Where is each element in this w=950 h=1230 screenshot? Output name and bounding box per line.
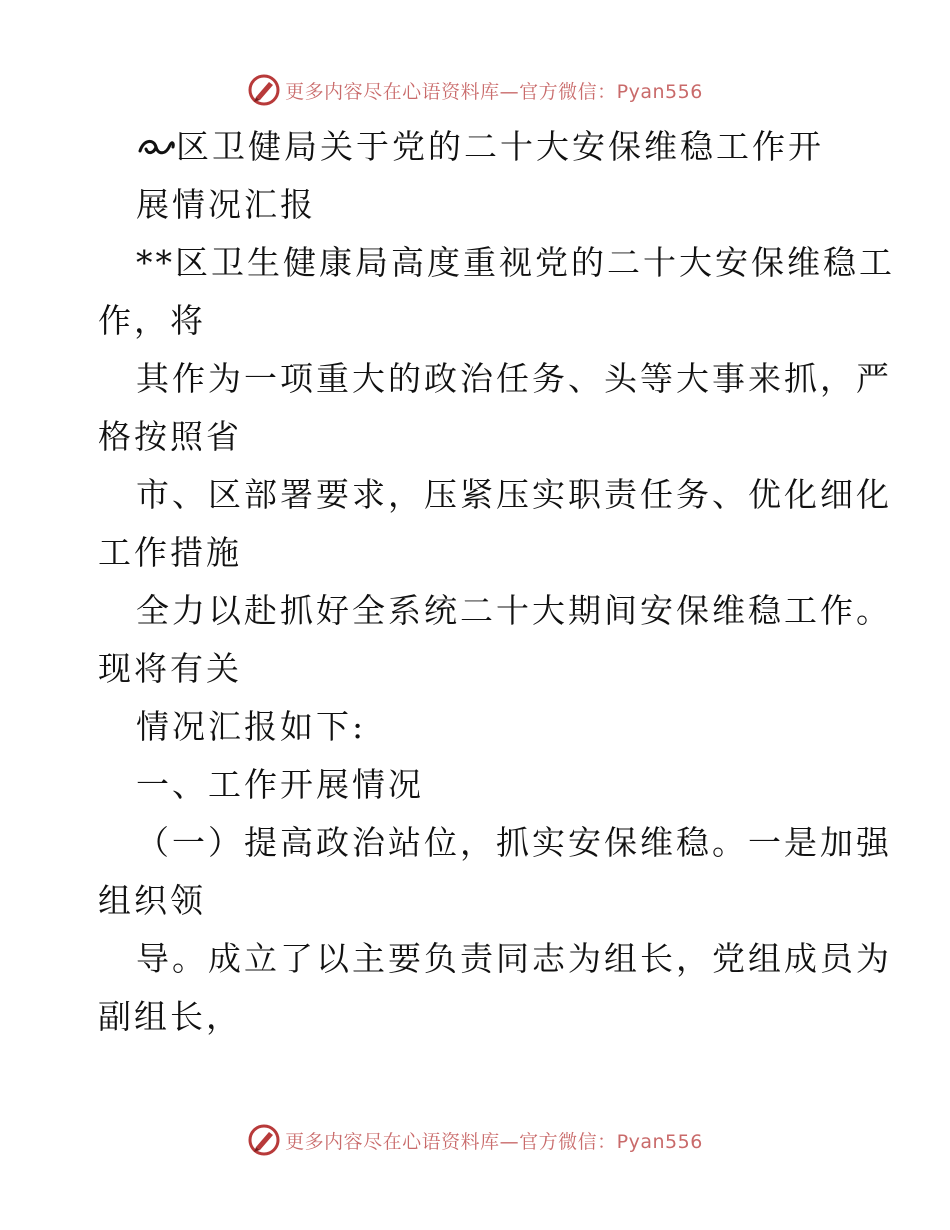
footer-banner-text: 更多内容尽在心语资料库—官方微信：Pyan556 [285, 1130, 703, 1153]
text-line-content: 其作为一项重大的政治任务、头等大事来抓，严 [136, 359, 892, 398]
text-line [98, 756, 858, 814]
text-line [98, 640, 858, 698]
text-line [98, 292, 858, 350]
text-line [98, 234, 895, 292]
swirl-bullet-icon [136, 131, 176, 161]
text-line [98, 698, 858, 756]
text-line-content: 全力以赴抓好全系统二十大期间安保维稳工作。 [136, 591, 892, 630]
text-line-content: 情况汇报如下: [136, 707, 367, 746]
text-line [98, 466, 892, 524]
text-line-content: 组织领 [98, 881, 206, 920]
text-line [98, 118, 858, 176]
text-line-content: 副组长， [98, 997, 242, 1036]
text-line [98, 524, 858, 582]
text-line-content: 区卫健局关于党的二十大安保维稳工作开 [176, 127, 824, 166]
header-banner [0, 70, 950, 110]
text-line [98, 176, 858, 234]
header-banner-text: 更多内容尽在心语资料库—官方微信：Pyan556 [285, 80, 703, 103]
text-line-content: 现将有关 [98, 649, 242, 688]
text-line-content: 作，将 [98, 301, 206, 340]
pen-logo-icon [247, 73, 281, 107]
text-line-content: 市、区部署要求，压紧压实职责任务、优化细化 [136, 475, 892, 514]
pen-logo-icon [247, 1123, 281, 1157]
text-line-content: 导。成立了以主要负责同志为组长，党组成员为 [136, 939, 892, 978]
text-line-content: **区卫生健康局高度重视党的二十大安保维稳工 [136, 243, 895, 282]
text-line-content: 格按照省 [98, 417, 242, 456]
document-body [98, 118, 895, 1046]
text-line-content: 展情况汇报 [136, 185, 316, 224]
text-line [98, 930, 892, 988]
text-line [98, 814, 892, 872]
text-line [98, 582, 892, 640]
text-line [98, 872, 858, 930]
text-line [98, 988, 858, 1046]
text-line-content: 工作措施 [98, 533, 242, 572]
footer-banner [0, 1120, 950, 1160]
text-line [98, 408, 858, 466]
text-line-content: 一、工作开展情况 [136, 765, 424, 804]
text-line [98, 350, 892, 408]
text-line-content: （一）提高政治站位，抓实安保维稳。一是加强 [136, 823, 892, 862]
